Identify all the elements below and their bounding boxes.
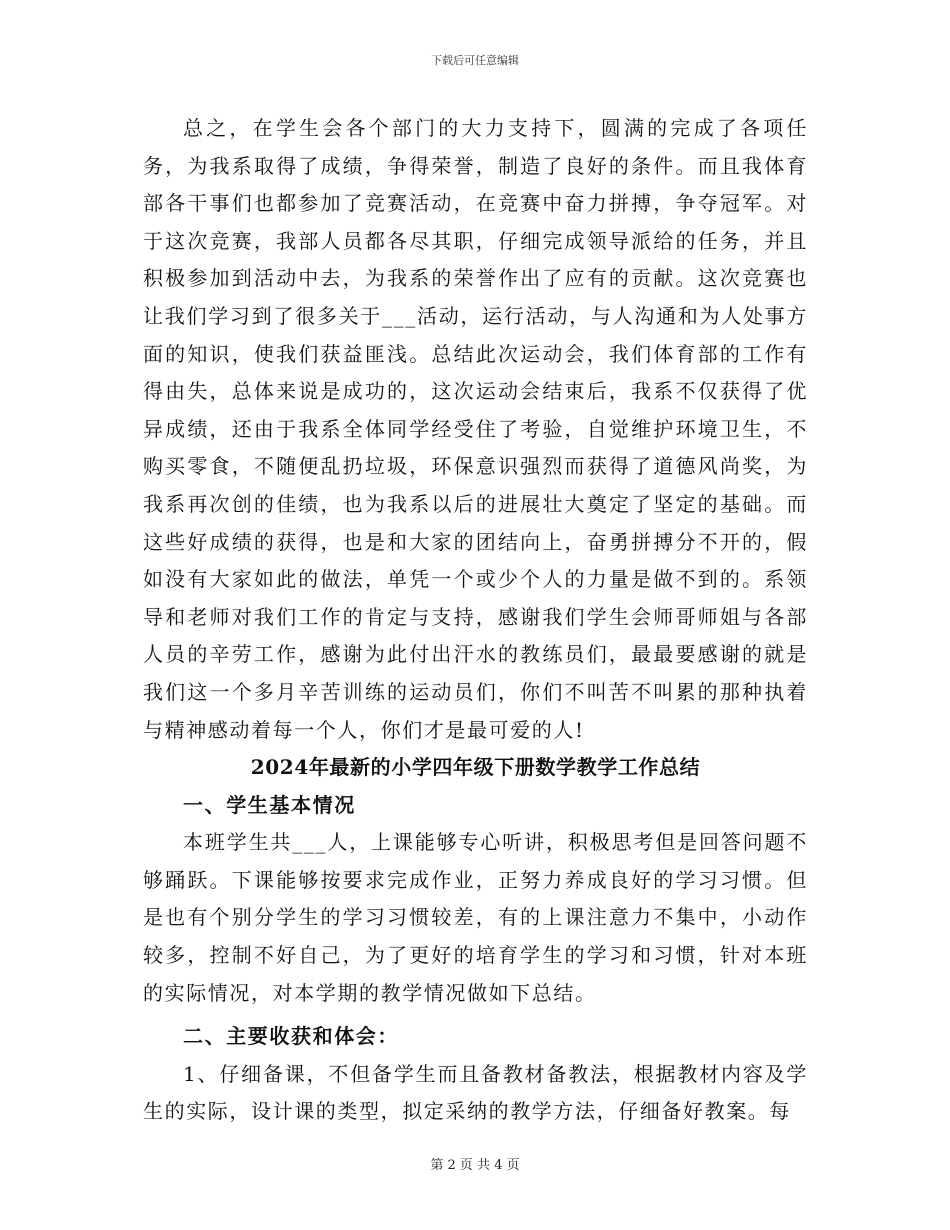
document-body <box>143 110 808 1131</box>
document-title: 2024年最新的小学四年级下册数学教学工作总结 <box>250 755 701 780</box>
page-header: 下载后可任意编辑 <box>431 54 519 67</box>
section-heading-gains: 二、主要收获和体会： <box>183 1024 399 1049</box>
student-situation-paragraph: 本班学生共___人，上课能够专心听讲，积极思考但是回答问题不够踊跃。下课能够按要求完成作业，正努力养成良好的学习习惯。但是也有个别分学生的学习习惯较差，有的上课注意力不集中，小动作较多，控制不好自己，为了更好的培育学生的学习和习惯，针对本班的实际情况，对本学期的教学情况做如下总结。 <box>143 830 808 1005</box>
gains-paragraph: 1、仔细备课，不但备学生而且备教材备教法，根据教材内容及学生的实际，设计课的类型，拟定采纳的教学方法，仔细备好教案。每 <box>143 1061 808 1124</box>
page-footer: 第 2 页 共 4 页 <box>430 1158 520 1173</box>
section-heading-student-situation: 一、学生基本情况 <box>183 792 356 817</box>
summary-paragraph: 总之，在学生会各个部门的大力支持下，圆满的完成了各项任务，为我系取得了成绩，争得荣誉，制造了良好的条件。而且我体育部各干事们也都参加了竞赛活动，在竞赛中奋力拼搏，争夺冠军。对于这次竞赛，我部人员都各尽其职，仔细完成领导派给的任务，并且积极参加到活动中去，为我系的荣誉作出了应有的贡献。这次竞赛也让我们学习到了很多关于___活动，运行活动，与人沟通和为人处事方面的知识，使我们获益匪浅。总结此次运动会，我们体育部的工作有得由失，总体来说是成功的，这次运动会结束后，我系不仅获得了优异成绩，还由于我系全体同学经受住了考验，自觉维护环境卫生，不购买零食，不随便乱扔垃圾，环保意识强烈而获得了道德风尚奖，为我系再次创的佳绩，也为我系以后的进展壮大奠定了坚定的基础。而这些好成绩的获得，也是和大家的团结向上，奋勇拼搏分不开的，假如没有大家如此的做法，单凭一个或少个人的力量是做不到的。系领导和老师对我们工作的肯定与支持，感谢我们学生会师哥师姐与各部人员的辛劳工作，感谢为此付出汗水的教练员们，最最要感谢的就是我们这一个多月辛苦训练的运动员们，你们不叫苦不叫累的那种执着与精神感动着每一个人，你们才是最可爱的人! <box>143 116 808 742</box>
